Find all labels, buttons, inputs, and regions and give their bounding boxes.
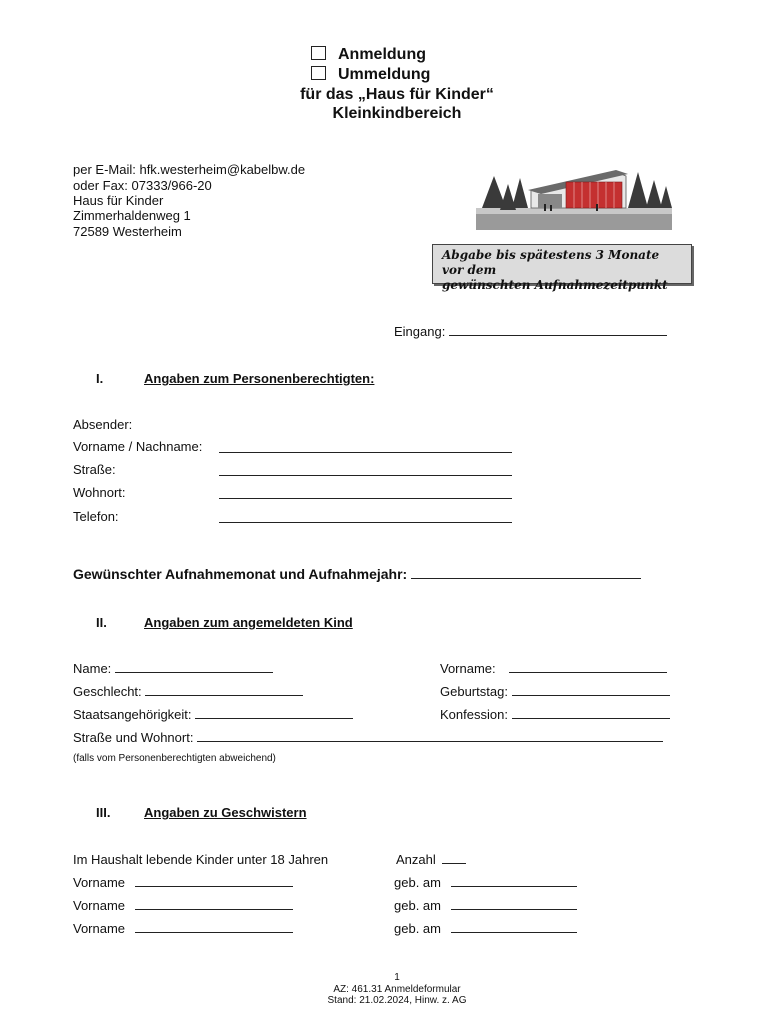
staat-field[interactable] <box>195 717 353 719</box>
anzahl-row <box>396 852 466 867</box>
konfession-label: Konfession: <box>440 707 508 722</box>
footer-stand: Stand: 21.02.2024, Hinw. z. AG <box>327 995 467 1006</box>
wunsch-row <box>73 566 641 582</box>
wunsch-field[interactable] <box>411 577 641 579</box>
geschwister-vorname-row <box>73 898 293 913</box>
eingang-label: Eingang: <box>394 324 446 339</box>
vorname-nachname-field[interactable] <box>219 452 512 453</box>
geburtstag-label: Geburtstag: <box>440 684 508 699</box>
address-fax: oder Fax: 07333/966-20 <box>73 178 212 193</box>
option-ummeldung <box>311 65 430 84</box>
section-3-number: III. <box>96 805 111 820</box>
geschwister-geb-row <box>394 921 577 936</box>
geschwister-geb-row <box>394 898 577 913</box>
geschlecht-row <box>73 684 303 699</box>
footer-az: AZ: 461.31 Anmeldeformular <box>333 984 461 995</box>
geschwister-vorname-label: Vorname <box>73 921 126 936</box>
section-3-title: Angaben zu Geschwistern <box>144 805 307 820</box>
option-anmeldung <box>311 45 426 64</box>
geschlecht-field[interactable] <box>145 694 303 696</box>
geschwister-vorname-field[interactable] <box>135 885 293 887</box>
kind-name-field[interactable] <box>115 671 273 673</box>
anmeldung-label: Anmeldung <box>338 46 426 63</box>
eingang-field[interactable] <box>449 334 667 336</box>
kind-vorname-field[interactable] <box>509 671 667 673</box>
absender-label: Absender: <box>73 417 133 432</box>
title-line-3: für das „Haus für Kinder“ <box>300 86 494 103</box>
geschwister-geb-label: geb. am <box>394 875 441 890</box>
wohnort-field[interactable] <box>219 498 512 499</box>
vorname-nachname-label: Vorname / Nachname: <box>73 439 203 454</box>
wunsch-label: Gewünschter Aufnahmemonat und Aufnahmejahr: <box>73 566 408 582</box>
geschwister-vorname-label: Vorname <box>73 898 126 913</box>
geschwister-vorname-label: Vorname <box>73 875 126 890</box>
deadline-box <box>432 244 692 292</box>
geschwister-geb-field[interactable] <box>451 931 577 933</box>
geburtstag-field[interactable] <box>512 694 670 696</box>
address-city: 72589 Westerheim <box>73 224 182 239</box>
kind-vorname-label: Vorname: <box>440 661 496 676</box>
konfession-field[interactable] <box>512 717 670 719</box>
anzahl-label: Anzahl <box>396 852 436 867</box>
kind-vorname-row <box>440 661 667 676</box>
strasse-wohnort-row <box>73 730 663 745</box>
ummeldung-label: Ummeldung <box>338 66 431 83</box>
geschwister-geb-field[interactable] <box>451 908 577 910</box>
telefon-label: Telefon: <box>73 509 119 524</box>
geschlecht-label: Geschlecht: <box>73 684 142 699</box>
geschwister-geb-field[interactable] <box>451 885 577 887</box>
section-1-title: Angaben zum Personenberechtigten: <box>144 371 375 386</box>
deadline-line-1: Abgabe bis spätestens 3 Monate vor dem <box>442 248 660 277</box>
strasse-wohnort-field[interactable] <box>197 740 663 742</box>
address-street: Zimmerhaldenweg 1 <box>73 208 191 223</box>
geschwister-vorname-field[interactable] <box>135 931 293 933</box>
abweichend-note: (falls vom Personenberechtigten abweichend) <box>73 753 276 764</box>
geschwister-geb-label: geb. am <box>394 898 441 913</box>
kind-name-label: Name: <box>73 661 112 676</box>
geschwister-geb-row <box>394 875 577 890</box>
haushalt-label: Im Haushalt lebende Kinder unter 18 Jahren <box>73 852 329 867</box>
strasse-wohnort-label: Straße und Wohnort: <box>73 730 194 745</box>
anmeldung-checkbox[interactable] <box>311 46 326 60</box>
page-number: 1 <box>394 972 400 983</box>
geburtstag-row <box>440 684 670 699</box>
telefon-field[interactable] <box>219 522 512 523</box>
strasse-label: Straße: <box>73 462 116 477</box>
address-email: per E-Mail: hfk.westerheim@kabelbw.de <box>73 162 306 177</box>
kind-name-row <box>73 661 273 676</box>
konfession-row <box>440 707 670 722</box>
building-illustration <box>476 164 672 235</box>
wohnort-label: Wohnort: <box>73 485 126 500</box>
staat-row <box>73 707 353 722</box>
geschwister-geb-label: geb. am <box>394 921 441 936</box>
deadline-line-2: gewünschten Aufnahmezeitpunkt <box>442 278 668 292</box>
strasse-field[interactable] <box>219 475 512 476</box>
geschwister-vorname-field[interactable] <box>135 908 293 910</box>
eingang-row <box>394 324 667 339</box>
section-2-title: Angaben zum angemeldeten Kind <box>144 615 353 630</box>
section-1-number: I. <box>96 371 104 386</box>
title-line-4: Kleinkindbereich <box>332 105 462 122</box>
geschwister-vorname-row <box>73 921 293 936</box>
address-name: Haus für Kinder <box>73 193 164 208</box>
ummeldung-checkbox[interactable] <box>311 66 326 80</box>
geschwister-vorname-row <box>73 875 293 890</box>
anzahl-field[interactable] <box>442 862 466 864</box>
staat-label: Staatsangehörigkeit: <box>73 707 192 722</box>
section-2-number: II. <box>96 615 107 630</box>
